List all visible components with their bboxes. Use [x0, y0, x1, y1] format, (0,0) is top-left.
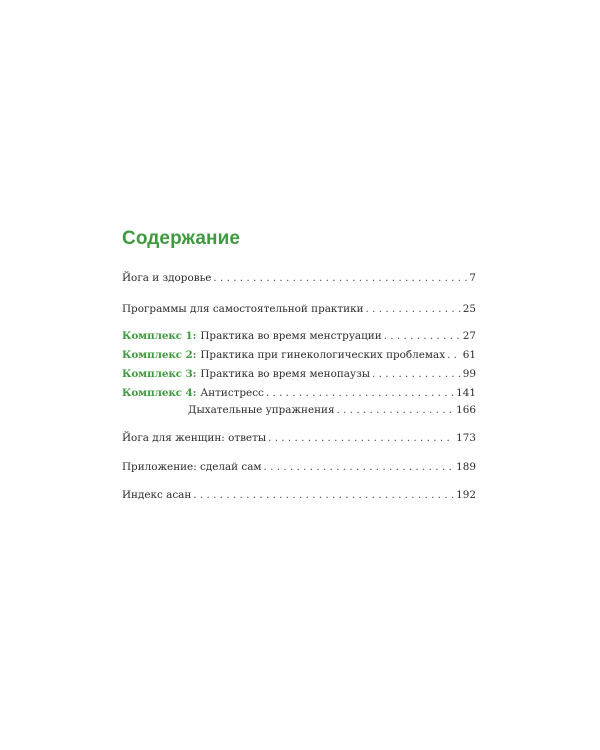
dot-leader: [337, 402, 455, 418]
toc-entry: [122, 487, 476, 503]
dot-leader: [366, 301, 461, 317]
toc-entry-label: Практика во время менопаузы: [200, 368, 371, 380]
dot-leader: [193, 487, 454, 503]
toc-entry-label: Программы для самостоятельной практики: [122, 303, 364, 315]
toc-page-number: 25: [462, 303, 476, 315]
toc-page-number: 99: [462, 368, 476, 380]
toc-entry: [122, 301, 476, 317]
toc-page-number: 141: [456, 387, 476, 399]
toc-entry-label: Приложение: сделай сам: [122, 461, 262, 473]
toc-entry-label: Индекс асан: [122, 489, 192, 501]
toc-page-number: 189: [456, 461, 476, 473]
toc-entry: [122, 347, 476, 363]
toc-page-number: 7: [469, 272, 476, 284]
complex-label: Комплекс 4:: [122, 387, 197, 399]
toc-page-number: 27: [462, 330, 476, 342]
toc-entry: [122, 366, 476, 382]
dot-leader: [264, 459, 455, 475]
toc-entry-label: Дыхательные упражнения: [188, 404, 335, 416]
toc-entry: [122, 270, 476, 286]
dot-leader: [447, 347, 461, 363]
toc-entry: [122, 385, 476, 401]
complex-label: Комплекс 1:: [122, 330, 197, 342]
toc-entry-label: Практика при гинекологических проблемах: [200, 349, 446, 361]
dot-leader: [384, 328, 461, 344]
toc-entry: [122, 402, 476, 418]
toc-page-number: 173: [456, 432, 476, 444]
toc-entry-label: Йога для женщин: ответы: [122, 432, 267, 444]
dot-leader: [266, 385, 454, 401]
dot-leader: [372, 366, 461, 382]
complex-label: Комплекс 2:: [122, 349, 197, 361]
dot-leader: [213, 270, 467, 286]
toc-entry: [122, 459, 476, 475]
toc-entry-label: Йога и здоровье: [122, 272, 212, 284]
toc-page-number: 61: [462, 349, 476, 361]
dot-leader: [268, 430, 454, 446]
page-title: Содержание: [122, 228, 241, 249]
toc-page-number: 192: [456, 489, 476, 501]
toc-page-number: 166: [456, 404, 476, 416]
toc-entry: [122, 430, 476, 446]
complex-label: Комплекс 3:: [122, 368, 197, 380]
toc-entry-label: Антистресс: [200, 387, 264, 399]
toc-entry: [122, 328, 476, 344]
toc-entry-label: Практика во время менструации: [200, 330, 382, 342]
